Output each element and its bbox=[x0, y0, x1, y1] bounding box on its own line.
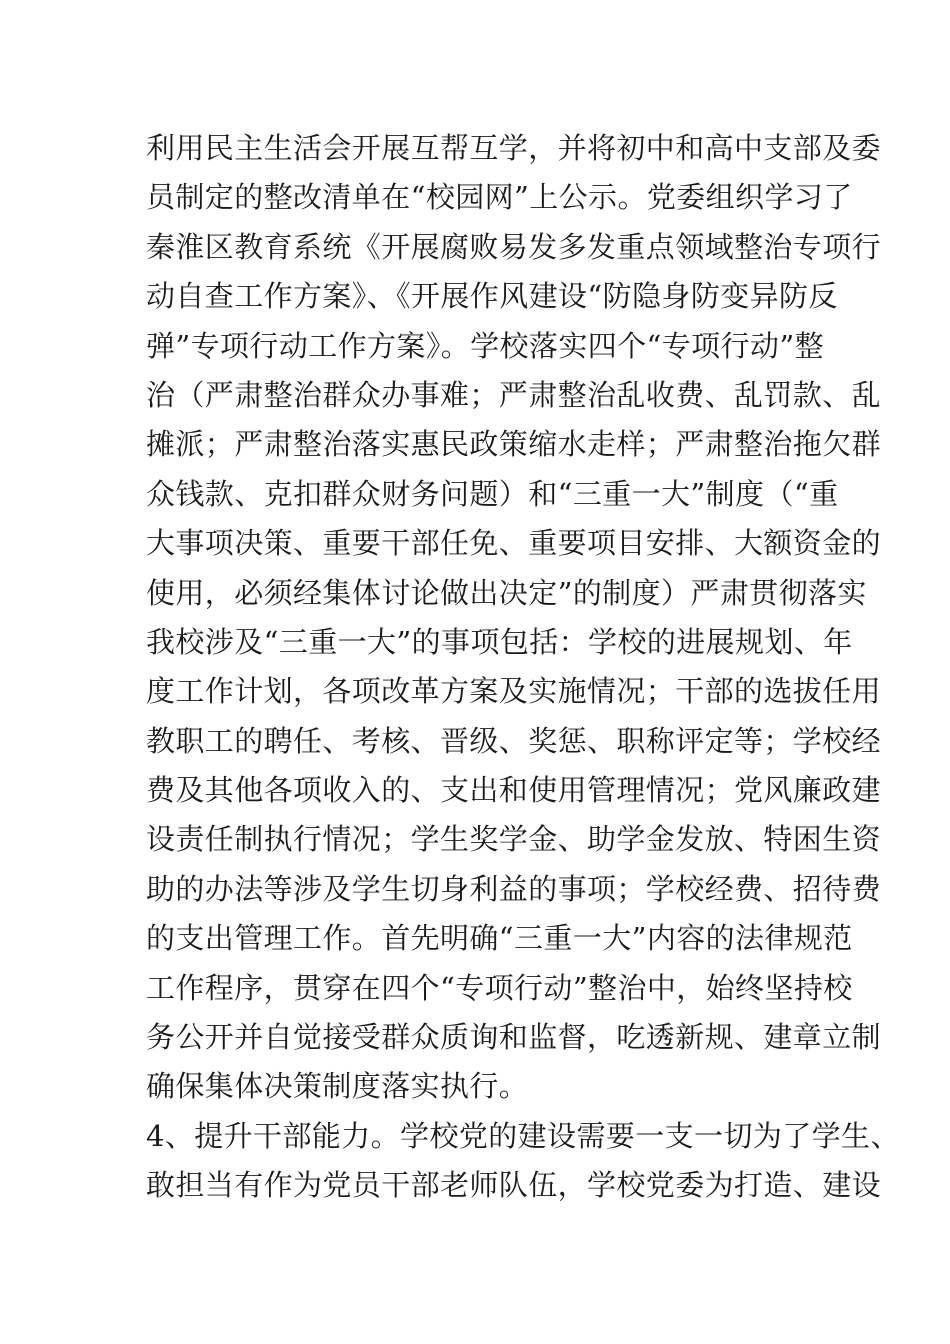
text-line: 众钱款、克扣群众财务问题）和“三重一大”制度（“重 bbox=[146, 476, 839, 511]
text-line: 敢担当有作为党员干部老师队伍，学校党委为打造、建设 bbox=[146, 1168, 882, 1203]
text-line: 我校涉及“三重一大”的事项包括：学校的进展规划、年 bbox=[146, 624, 853, 659]
text-line: 度工作计划，各项改革方案及实施情况；干部的选拔任用 bbox=[146, 674, 882, 709]
text-line: 助的办法等涉及学生切身利益的事项；学校经费、招待费 bbox=[146, 871, 882, 906]
body-text bbox=[146, 124, 900, 1211]
text-line: 员制定的整改清单在“校园网”上公示。党委组织学习了 bbox=[146, 180, 853, 215]
text-line: 大事项决策、重要干部任免、重要项目安排、大额资金的 bbox=[146, 526, 882, 561]
text-line: 费及其他各项收入的、支出和使用管理情况；党风廉政建 bbox=[146, 773, 882, 808]
text-line: 治（严肃整治群众办事难；严肃整治乱收费、乱罚款、乱 bbox=[146, 377, 882, 412]
text-line: 的支出管理工作。首先明确“三重一大”内容的法律规范 bbox=[146, 921, 853, 956]
text-line: 设责任制执行情况；学生奖学金、助学金发放、特困生资 bbox=[146, 822, 882, 857]
text-line: 确保集体决策制度落实执行。 bbox=[146, 1069, 529, 1104]
text-line: 动自查工作方案》、《开展作风建设“防隐身防变异防反 bbox=[146, 279, 838, 314]
text-line: 摊派；严肃整治落实惠民政策缩水走样；严肃整治拖欠群 bbox=[146, 427, 882, 462]
text-line: 4、提升干部能力。学校党的建设需要一支一切为了学生、 bbox=[146, 1118, 900, 1153]
text-line: 利用民主生活会开展互帮互学，并将初中和高中支部及委 bbox=[146, 131, 882, 165]
text-line: 秦淮区教育系统《开展腐败易发多发重点领域整治专项行 bbox=[146, 229, 882, 264]
text-line: 使用，必须经集体讨论做出决定”的制度）严肃贯彻落实 bbox=[146, 575, 867, 610]
text-line: 务公开并自觉接受群众质询和监督，吃透新规、建章立制 bbox=[146, 1020, 882, 1055]
text-line: 教职工的聘任、考核、晋级、奖惩、职称评定等；学校经 bbox=[146, 723, 882, 758]
text-line: 工作程序，贯穿在四个“专项行动”整治中，始终坚持校 bbox=[146, 970, 853, 1005]
text-line: 弹”专项行动工作方案》。学校落实四个“专项行动”整 bbox=[146, 328, 824, 363]
